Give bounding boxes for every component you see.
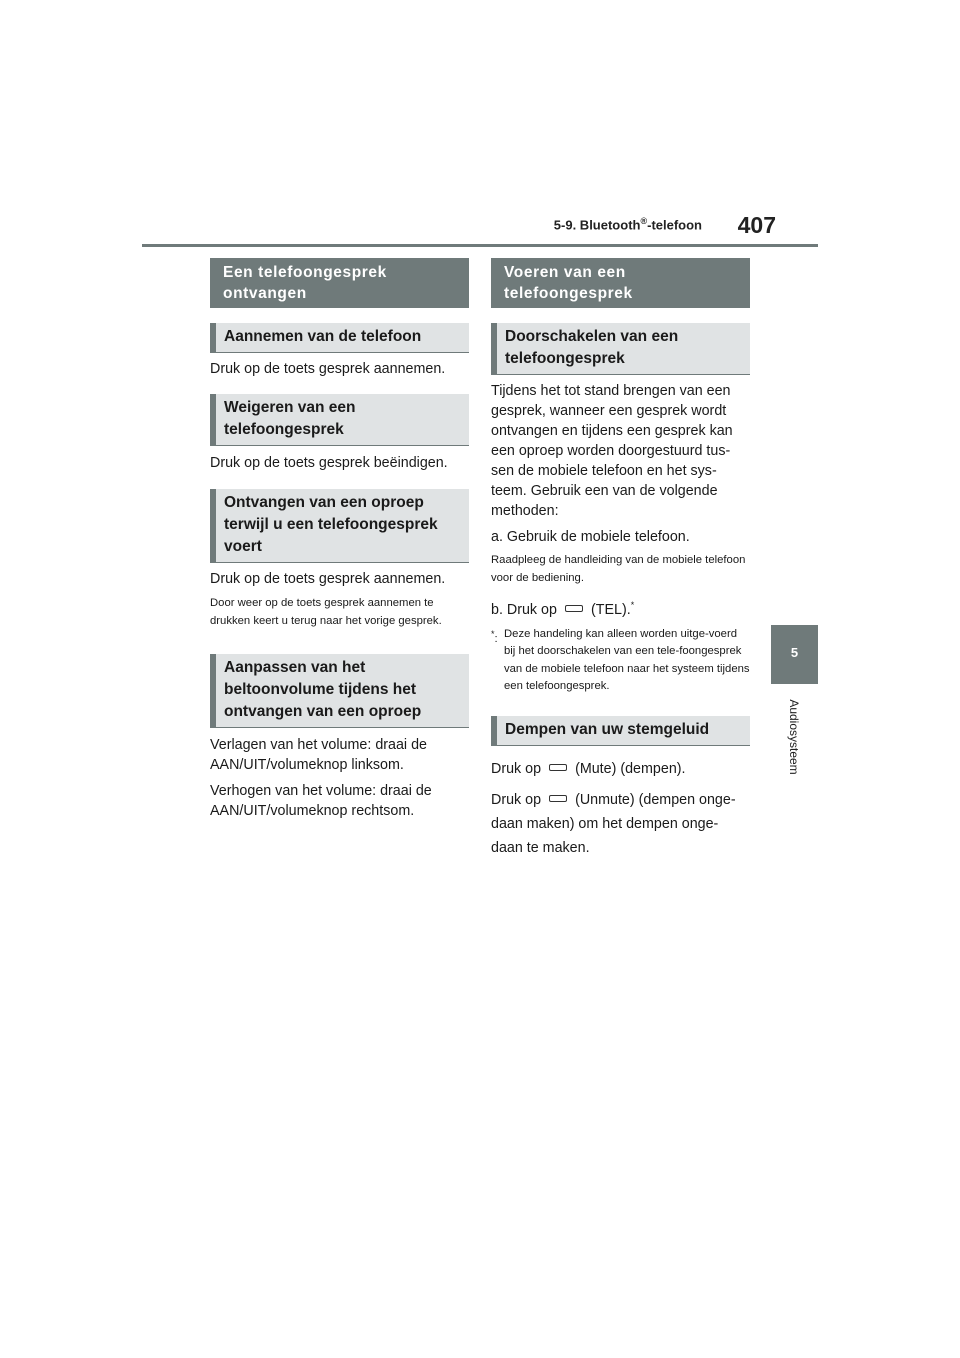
main-heading-make-call: Voeren van een telefoongesprek [491, 258, 750, 308]
answer-text: Druk op de toets gesprek aannemen. [210, 361, 446, 377]
call-waiting-text: Druk op de toets gesprek aannemen. [210, 571, 446, 587]
subheading-answer-phone: Aannemen van de telefoon [210, 323, 469, 353]
transfer-option-a: a. Gebruik de mobiele telefoon. [491, 529, 690, 545]
unmute-suffix: (Unmute) (dempen onge-daan maken) om het dempen onge-daan te maken. [491, 791, 736, 856]
transfer-text: Tijdens het tot stand brengen van een gesprek, wanneer een gesprek wordt ontvangen en tijdens een gesprek kan een oproep worden doorgestuurd tus-sen de mobiele telefoon en het sys-teem. Gebruik een van de volgende methoden: [491, 383, 733, 519]
section-title-suffix: -telefoon [647, 217, 702, 233]
registered-mark: ® [640, 216, 648, 226]
unmute-prefix: Druk op [491, 791, 542, 808]
volume-up-text: Verhogen van het volume: draai de AAN/UIT/volumeknop rechtsom. [210, 783, 432, 819]
unmute-text [491, 788, 750, 860]
section-title-text: 5-9. Bluetooth [553, 217, 641, 233]
page-number: 407 [737, 212, 776, 238]
subheading-call-waiting: Ontvangen van een oproep terwijl u een telefoongesprek voert [210, 489, 469, 563]
chapter-number: 5 [790, 645, 799, 660]
mute-button-icon [549, 764, 567, 771]
chapter-label: Audiosysteem [787, 699, 801, 775]
mute-suffix: (Mute) (dempen). [575, 760, 686, 777]
footnote-reference: * [630, 600, 635, 610]
footnote-text: Deze handeling kan alleen worden uitge-voerd bij het doorschakelen van een tele-foongesprek van de mobiele telefoon naar het systeem tijdens een telefoongesprek. [504, 627, 750, 693]
transfer-option-b [491, 595, 750, 620]
option-b-prefix: b. Druk op [491, 601, 557, 618]
volume-down-text: Verlagen van het volume: draai de AAN/UIT/volumeknop linksom. [210, 737, 427, 773]
mute-text [491, 759, 750, 779]
subheading-transfer-call: Doorschakelen van een telefoongesprek [491, 323, 750, 375]
mute-prefix: Druk op [491, 760, 542, 777]
reject-text: Druk op de toets gesprek beëindigen. [210, 455, 448, 471]
footnote-colon: : [494, 632, 498, 645]
subheading-reject-call: Weigeren van een telefoongesprek [210, 394, 469, 446]
tel-button-icon [565, 605, 583, 612]
subheading-ring-volume: Aanpassen van het beltoonvolume tijdens het ontvangen van een oproep [210, 654, 469, 728]
header-divider [142, 244, 818, 247]
option-b-suffix: (TEL). [590, 601, 631, 618]
subheading-mute-voice: Dempen van uw stemgeluid [491, 716, 750, 746]
call-waiting-note: Door weer op de toets gesprek aannemen te drukken keert u terug naar het vorige gesprek. [210, 597, 442, 627]
transfer-option-a-note: Raadpleeg de handleiding van de mobiele telefoon voor de bediening. [491, 554, 746, 584]
unmute-button-icon [549, 795, 567, 802]
right-column [491, 258, 750, 860]
footnote [491, 626, 750, 696]
section-title [547, 216, 702, 232]
left-column [210, 258, 469, 821]
footnote-mark [491, 626, 504, 696]
main-heading-receive-call: Een telefoongesprek ontvangen [210, 258, 469, 308]
footnote-asterisk: * [491, 628, 495, 639]
